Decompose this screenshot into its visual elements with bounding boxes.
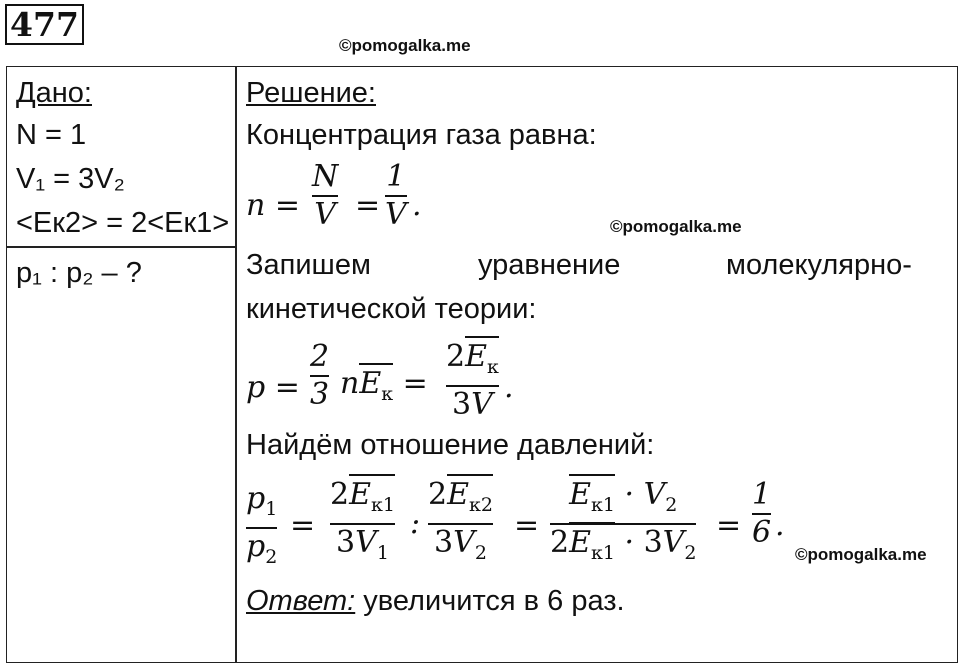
formula-symbol: p =	[246, 370, 300, 405]
formula-fraction: $2E_к$ 3V	[446, 340, 499, 422]
watermark: ©pomogalka.me	[339, 36, 471, 55]
formula-fraction: 1 V	[385, 159, 407, 232]
solution-text: уравнение	[478, 249, 621, 281]
table-divider	[235, 66, 237, 663]
given-divider	[6, 246, 236, 248]
solution-heading: Решение:	[246, 77, 376, 109]
formula-fraction: $p_1$ $p_2$	[246, 481, 278, 568]
formula-fraction: $2E_{к2}$ $3V_2$	[428, 478, 493, 570]
answer-text: увеличится в 6 раз.	[355, 585, 625, 617]
solution-text: Концентрация газа равна:	[246, 119, 597, 151]
given-line: V₁ = 3V₂	[16, 163, 125, 195]
solution-text: Запишем	[246, 249, 371, 281]
given-heading: Дано:	[16, 77, 92, 109]
formula-fraction: 2 3	[310, 339, 330, 412]
formula-symbol: n =	[246, 188, 300, 223]
formula-fraction: 1 6	[752, 477, 772, 550]
solution-text: Найдём отношение давлений:	[246, 429, 655, 461]
solution-text: молекулярно-	[726, 249, 912, 281]
problem-number: 477	[5, 4, 84, 45]
answer-line	[246, 584, 625, 618]
formula-fraction: N V	[312, 159, 339, 232]
watermark: ©pomogalka.me	[795, 545, 927, 564]
find-line: p₁ : p₂ – ?	[16, 257, 142, 289]
formula-fraction: $E_{к1} \cdot V_2$ $2E_{к1} \cdot 3V_2$	[550, 478, 696, 570]
formula-fraction: $2E_{к1}$ $3V_1$	[330, 478, 395, 570]
given-line: N = 1	[16, 119, 87, 151]
watermark: ©pomogalka.me	[610, 217, 742, 236]
given-line: <Eк2> = 2<Eк1>	[16, 207, 230, 239]
solution-text: кинетической теории:	[246, 293, 537, 325]
answer-label: Ответ:	[246, 585, 356, 617]
